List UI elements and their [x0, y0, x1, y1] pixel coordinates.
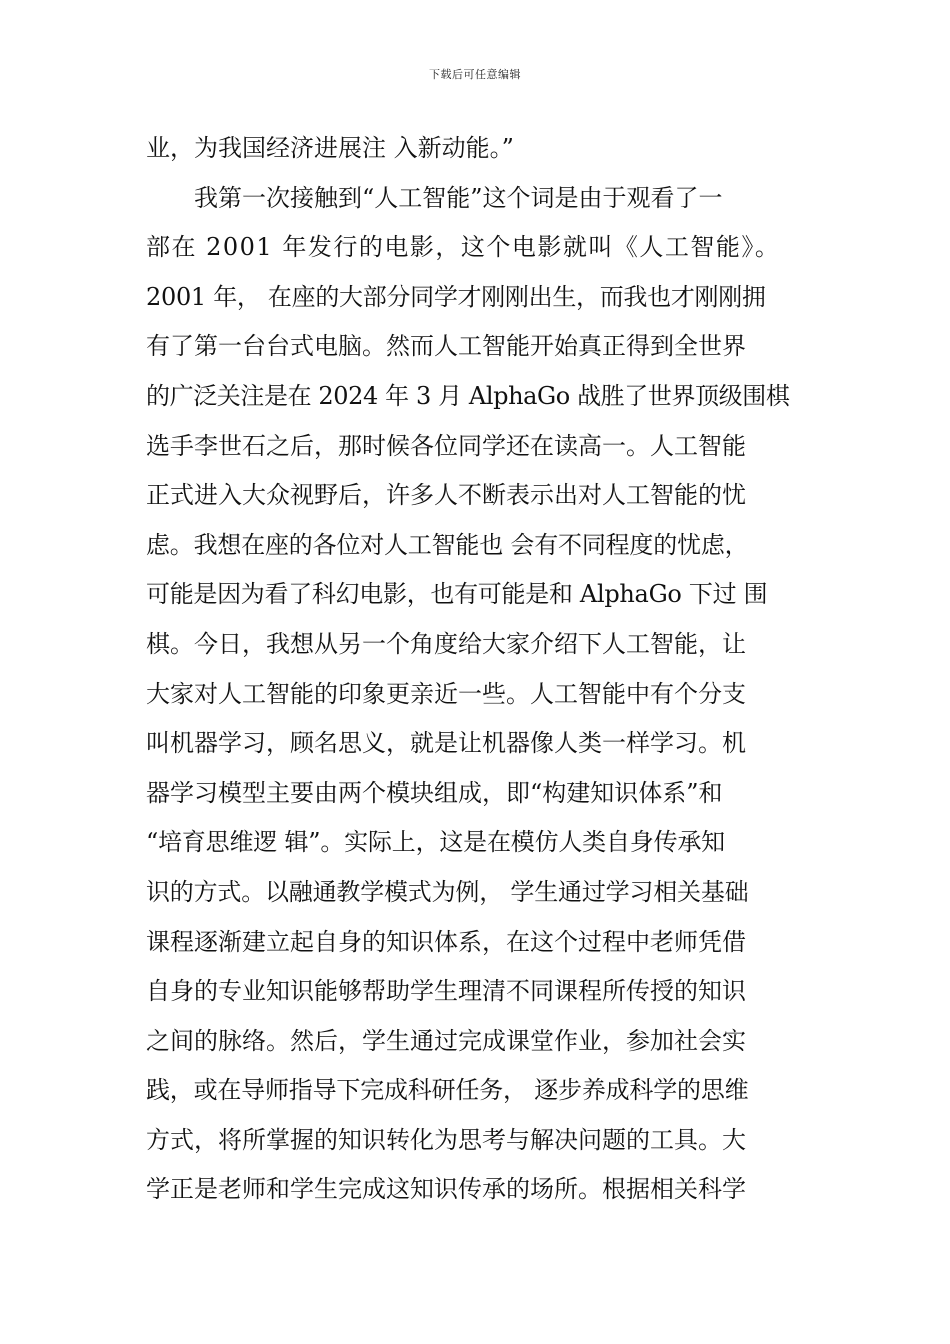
- text-line: 践，或在导师指导下完成科研任务， 逐步养成科学的思维: [146, 1076, 749, 1105]
- page-header: 下载后可任意编辑: [429, 68, 521, 81]
- text-line: 之间的脉络。然后，学生通过完成课堂作业，参加社会实: [146, 1026, 746, 1055]
- text-line: 2001 年， 在座的大部分同学才刚刚出生，而我也才刚刚拥: [146, 282, 766, 311]
- text-line: “培育思维逻 辑”。实际上，这是在模仿人类自身传承知: [146, 828, 725, 857]
- body-text: [146, 124, 816, 1215]
- text-line: 器学习模型主要由两个模块组成，即“构建知识体系”和: [146, 778, 723, 807]
- text-line: 叫机器学习，顾名思义，就是让机器像人类一样学习。机: [146, 729, 746, 758]
- text-line: 自身的专业知识能够帮助学生理清不同课程所传授的知识: [146, 977, 746, 1006]
- text-line: 有了第一台台式电脑。然而人工智能开始真正得到全世界: [146, 332, 746, 361]
- text-line: 方式，将所掌握的知识转化为思考与解决问题的工具。大: [146, 1125, 746, 1154]
- text-line: 大家对人工智能的印象更亲近一些。人工智能中有个分支: [146, 679, 746, 708]
- text-line: 虑。我想在座的各位对人工智能也 会有不同程度的忧虑，: [146, 530, 749, 559]
- text-line: 部在 2001 年发行的电影，这个电影就叫《人工智能》。: [146, 233, 781, 262]
- text-line: 棋。今日，我想从另一个角度给大家介绍下人工智能，让: [146, 629, 746, 658]
- text-line: 正式进入大众视野后，许多人不断表示出对人工智能的忧: [146, 481, 746, 510]
- text-line: 可能是因为看了科幻电影，也有可能是和 AlphaGo 下过 围: [146, 580, 768, 609]
- text-line: 学正是老师和学生完成这知识传承的场所。根据相关科学: [146, 1175, 746, 1204]
- text-line: 识的方式。以融通教学模式为例， 学生通过学习相关基础: [146, 877, 749, 906]
- text-line: 选手李世石之后，那时候各位同学还在读高一。人工智能: [146, 431, 746, 460]
- text-line: 我第一次接触到“人工智能”这个词是由于观看了一: [194, 183, 723, 212]
- text-line: 的广泛关注是在 2024 年 3 月 AlphaGo 战胜了世界顶级围棋: [146, 381, 790, 410]
- text-line: 课程逐渐建立起自身的知识体系，在这个过程中老师凭借: [146, 927, 746, 956]
- text-line: 业，为我国经济进展注 入新动能。”: [146, 134, 514, 162]
